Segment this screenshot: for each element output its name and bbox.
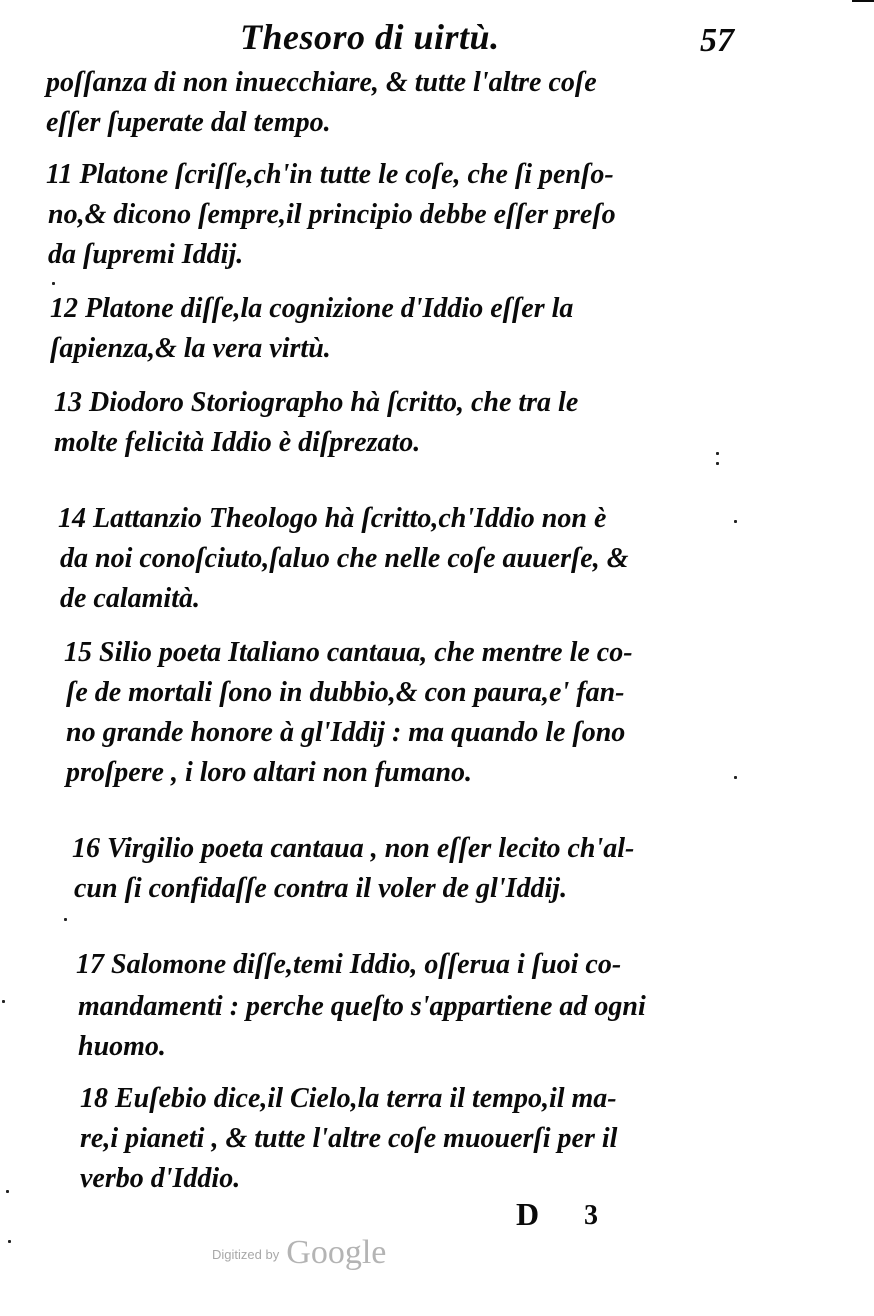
google-logo: Google xyxy=(286,1234,387,1271)
text-line: no grande honore à gl'Iddij : ma quando le ſono xyxy=(66,717,626,748)
digitization-watermark xyxy=(212,1234,386,1272)
page-edge-rule xyxy=(852,0,874,2)
watermark-prefix: Digitized by xyxy=(212,1247,280,1262)
text-line: 11 Platone ſcriſſe,ch'in tutte le coſe, che ſi penſo- xyxy=(46,159,614,190)
scan-speck xyxy=(2,1000,5,1003)
text-line: cun ſi confidaſſe contra il voler de gl'Iddij. xyxy=(74,873,568,904)
scan-speck xyxy=(52,282,55,285)
text-line: da noi conoſciuto,ſaluo che nelle coſe auuerſe, & xyxy=(60,543,629,574)
scan-speck xyxy=(64,918,67,921)
text-line: mandamenti : perche queſto s'appartiene ad ogni xyxy=(78,991,646,1022)
text-line: no,& dicono ſempre,il principio debbe eſſer preſo xyxy=(48,199,616,230)
text-line: molte felicità Iddio è diſprezato. xyxy=(54,427,421,458)
text-line: 18 Euſebio dice,il Cielo,la terra il tempo,il ma- xyxy=(80,1083,617,1114)
scan-speck xyxy=(734,776,737,779)
text-line: da ſupremi Iddij. xyxy=(48,239,244,270)
text-line: ſe de mortali ſono in dubbio,& con paura,e' fan- xyxy=(66,677,625,708)
scan-speck xyxy=(716,462,719,465)
text-line: ſapienza,& la vera virtù. xyxy=(50,333,331,364)
catchword: D xyxy=(516,1196,540,1232)
running-title: Thesoro di uirtù. xyxy=(240,17,500,57)
scan-speck xyxy=(6,1190,9,1193)
text-line: proſpere , i loro altari non fumano. xyxy=(66,757,473,788)
page-number: 57 xyxy=(700,22,734,59)
scan-speck xyxy=(8,1240,11,1243)
text-line: de calamità. xyxy=(60,583,200,614)
text-line: 15 Silio poeta Italiano cantaua, che mentre le co- xyxy=(64,637,633,668)
text-line: verbo d'Iddio. xyxy=(80,1163,241,1194)
text-line: 13 Diodoro Storiographo hà ſcritto, che tra le xyxy=(54,387,579,418)
text-line: 16 Virgilio poeta cantaua , non eſſer lecito ch'al- xyxy=(72,833,635,864)
text-line: 12 Platone diſſe,la cognizione d'Iddio eſſer la xyxy=(50,293,574,324)
text-line: 14 Lattanzio Theologo hà ſcritto,ch'Iddio non è xyxy=(58,503,607,534)
text-line: re,i pianeti , & tutte l'altre coſe muouerſi per il xyxy=(80,1123,618,1154)
signature-mark: 3 xyxy=(584,1200,598,1231)
text-line: 17 Salomone diſſe,temi Iddio, oſſerua i ſuoi co- xyxy=(76,949,622,980)
scan-speck xyxy=(716,452,719,455)
scan-speck xyxy=(734,520,737,523)
text-line: eſſer ſuperate dal tempo. xyxy=(46,107,331,138)
text-line: poſſanza di non inuecchiare, & tutte l'altre coſe xyxy=(46,67,597,98)
text-line: huomo. xyxy=(78,1031,166,1062)
